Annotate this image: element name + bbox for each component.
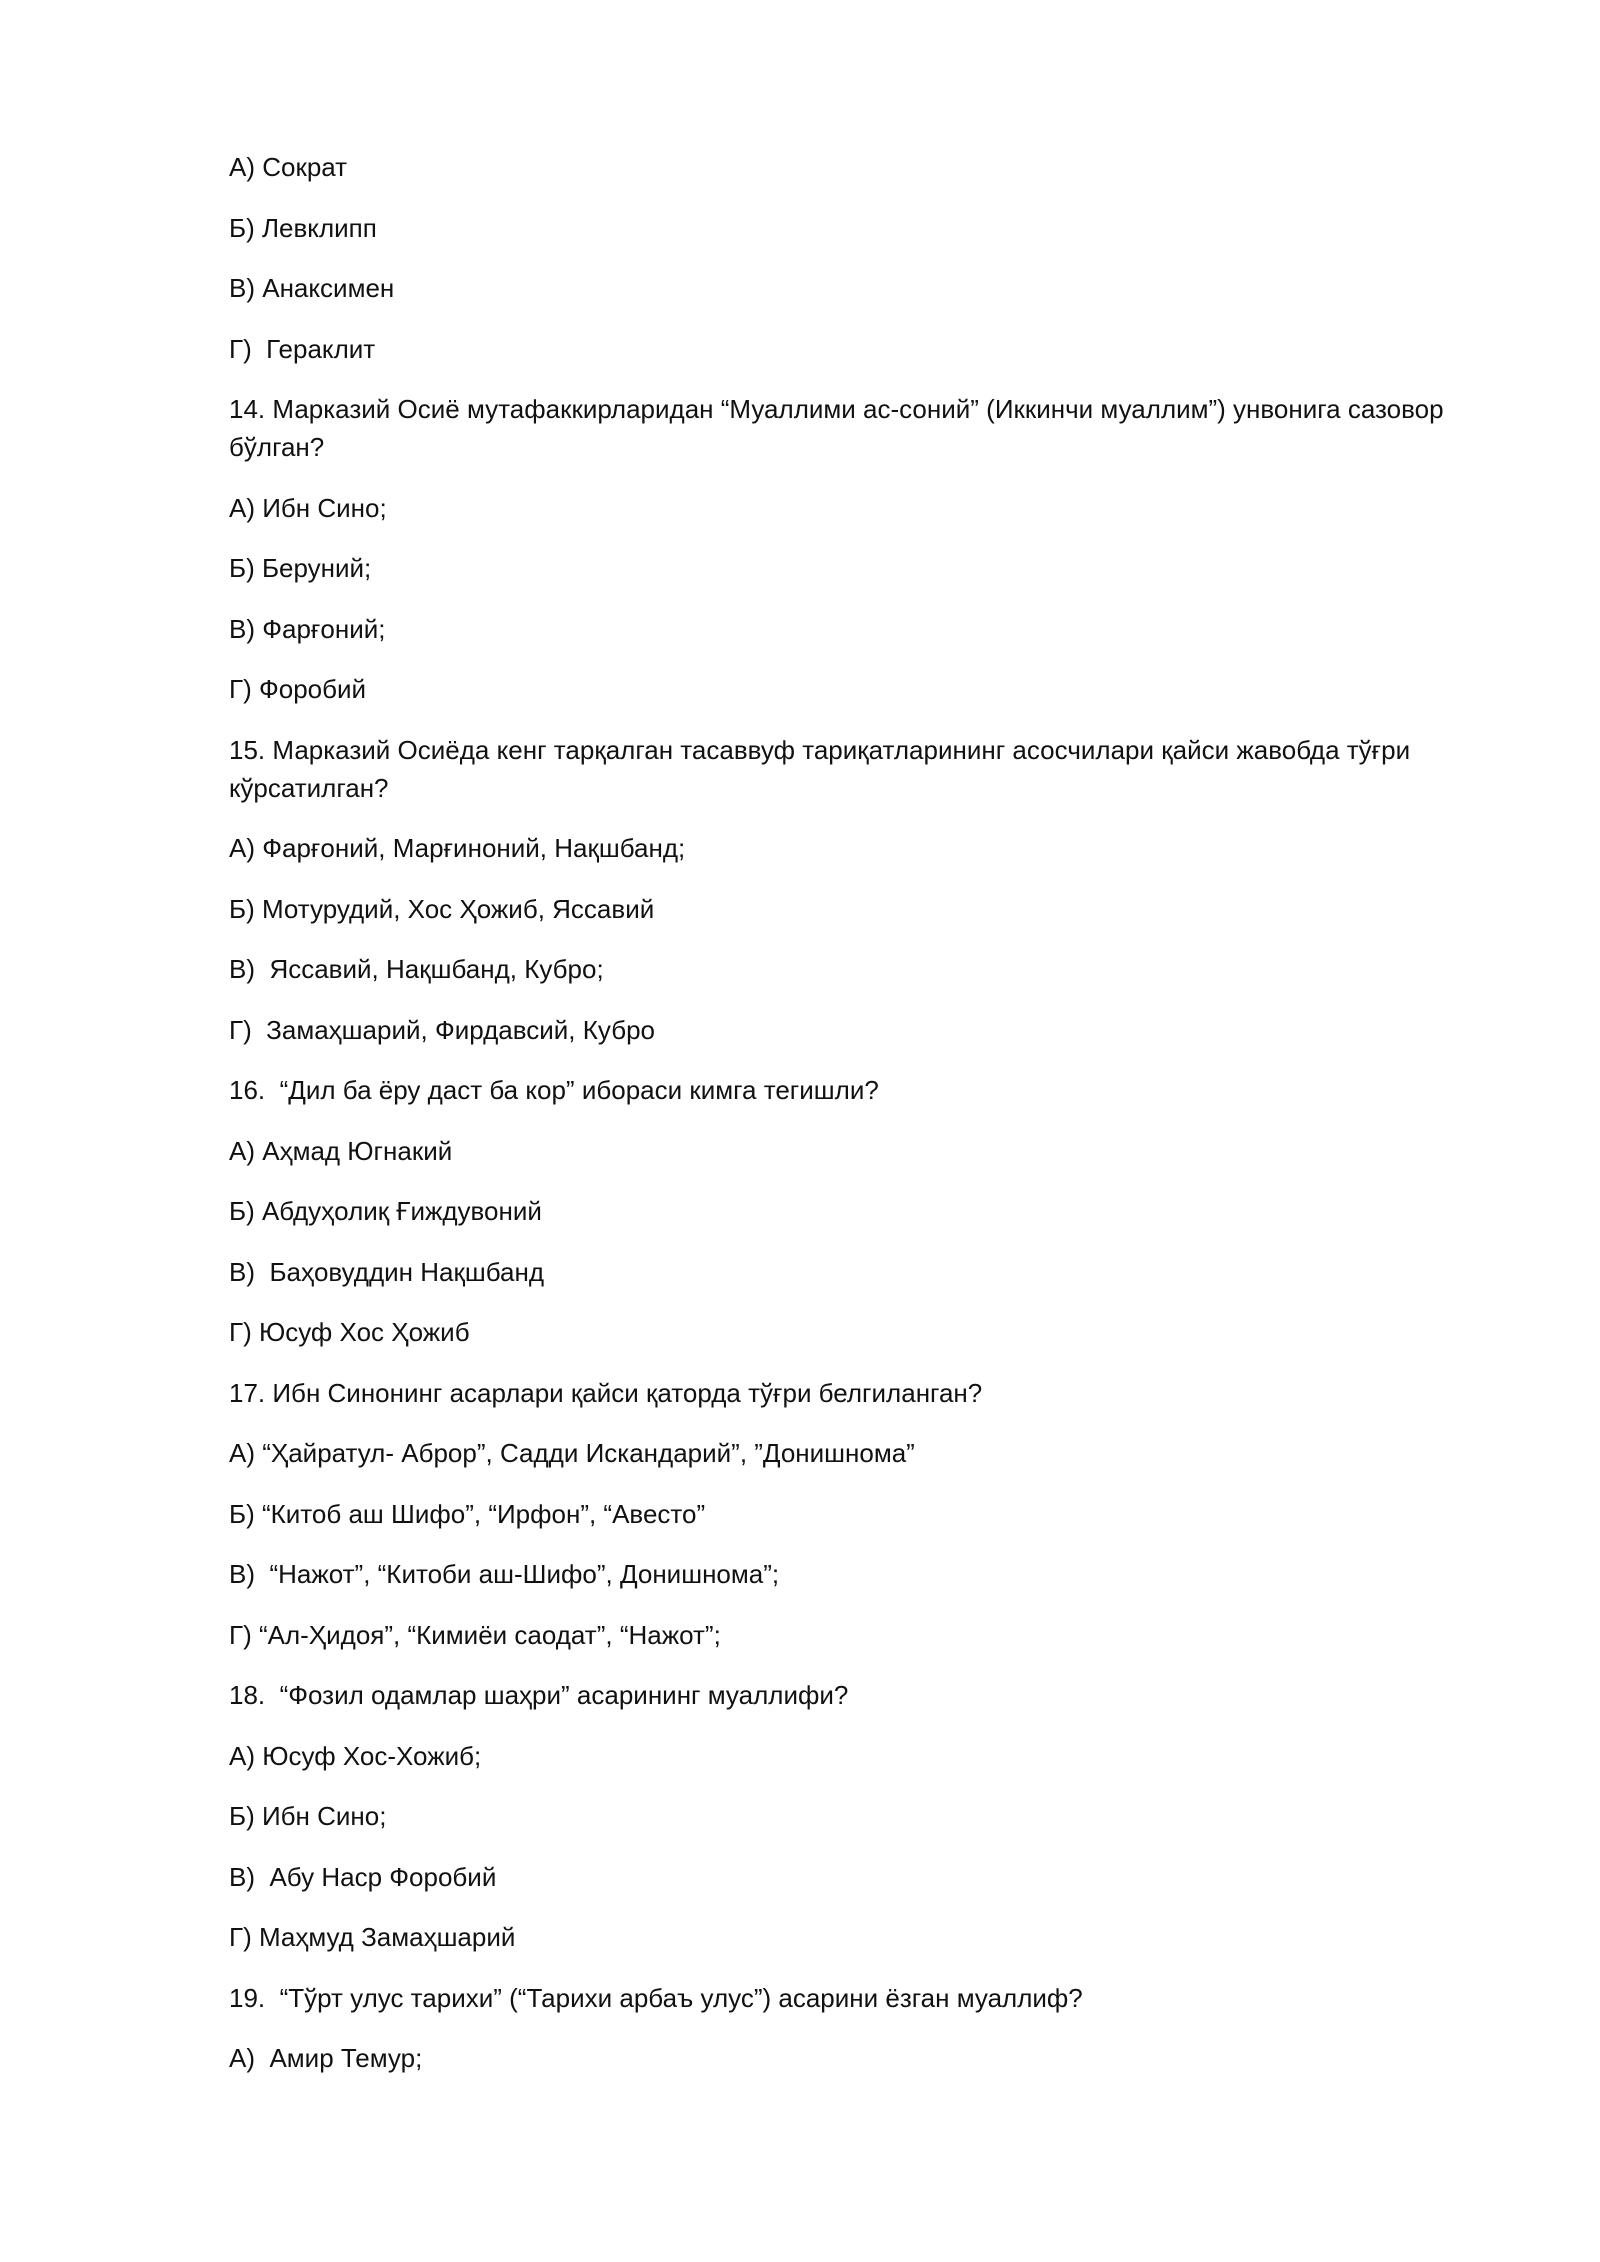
answer-option: А) Амир Темур;: [229, 2043, 423, 2073]
answer-option: Б) Беруний;: [229, 553, 372, 583]
answer-option: Г) Замаҳшарий, Фирдавсий, Кубро: [229, 1014, 656, 1045]
answer-option: Г) Юсуф Хос Ҳожиб: [229, 1317, 470, 1347]
document-page: [229, 148, 1469, 2100]
answer-option: Г) “Ал-Ҳидоя”, “Кимиёи саодат”, “Нажот”;: [229, 1619, 721, 1650]
answer-option: Г) Маҳмуд Замаҳшарий: [229, 1922, 516, 1952]
answer-option: А) Ибн Сино;: [229, 492, 387, 523]
answer-option: Г) Форобий: [229, 674, 367, 704]
answer-option: Г) Гераклит: [229, 333, 376, 364]
answer-option: Б) Левклипп: [229, 212, 377, 243]
answer-option: А) “Ҳайратул- Аброр”, Садди Искандарий”, ”Донишнома”: [229, 1438, 915, 1468]
answer-option: Б) Мотурудий, Хос Ҳожиб, Яссавий: [229, 893, 655, 924]
answer-option: А) Сократ: [229, 152, 348, 182]
answer-option: Б) Абдуҳолиқ Ғиждувоний: [229, 1196, 542, 1226]
answer-option: А) Аҳмад Югнакий: [229, 1135, 453, 1166]
answer-option: А) Фарғоний, Марғиноний, Нақшбанд;: [229, 833, 686, 863]
question-text: 18. “Фозил одамлар шаҳри” асарининг муаллифи?: [229, 1680, 849, 1710]
answer-option: В) Яссавий, Нақшбанд, Кубро;: [229, 954, 604, 984]
answer-option: В) Абу Наср Форобий: [229, 1861, 497, 1892]
question-text: 17. Ибн Синонинг асарлари қайси қаторда тўғри белгиланган?: [229, 1377, 983, 1408]
question-text: 16. “Дил ба ёру даст ба кор” ибораси кимга тегишли?: [229, 1075, 879, 1105]
answer-option: В) Баҳовуддин Нақшбанд: [229, 1256, 545, 1287]
answer-option: В) Фарғоний;: [229, 613, 386, 644]
question-text: 15. Марказий Осиёда кенг тарқалган тасаввуф тариқатларининг асосчилари қайси жавобда тўғри кўрсатилган?: [229, 734, 1411, 803]
answer-option: Б) Ибн Сино;: [229, 1801, 387, 1831]
question-text: 19. “Тўрт улус тарихи” (“Тарихи арбаъ улус”) асарини ёзган муаллиф?: [229, 1982, 1083, 2013]
answer-option: Б) “Китоб аш Шифо”, “Ирфон”, “Авесто”: [229, 1498, 706, 1529]
answer-option: В) Анаксимен: [229, 273, 395, 303]
answer-option: В) “Нажот”, “Китоби аш-Шифо”, Донишнома”;: [229, 1559, 780, 1589]
question-text: 14. Марказий Осиё мутафаккирларидан “Муаллими ас-соний” (Иккинчи муаллим”) унвонига сазовор бўлган?: [229, 394, 1444, 462]
answer-option: А) Юсуф Хос-Хожиб;: [229, 1740, 482, 1771]
